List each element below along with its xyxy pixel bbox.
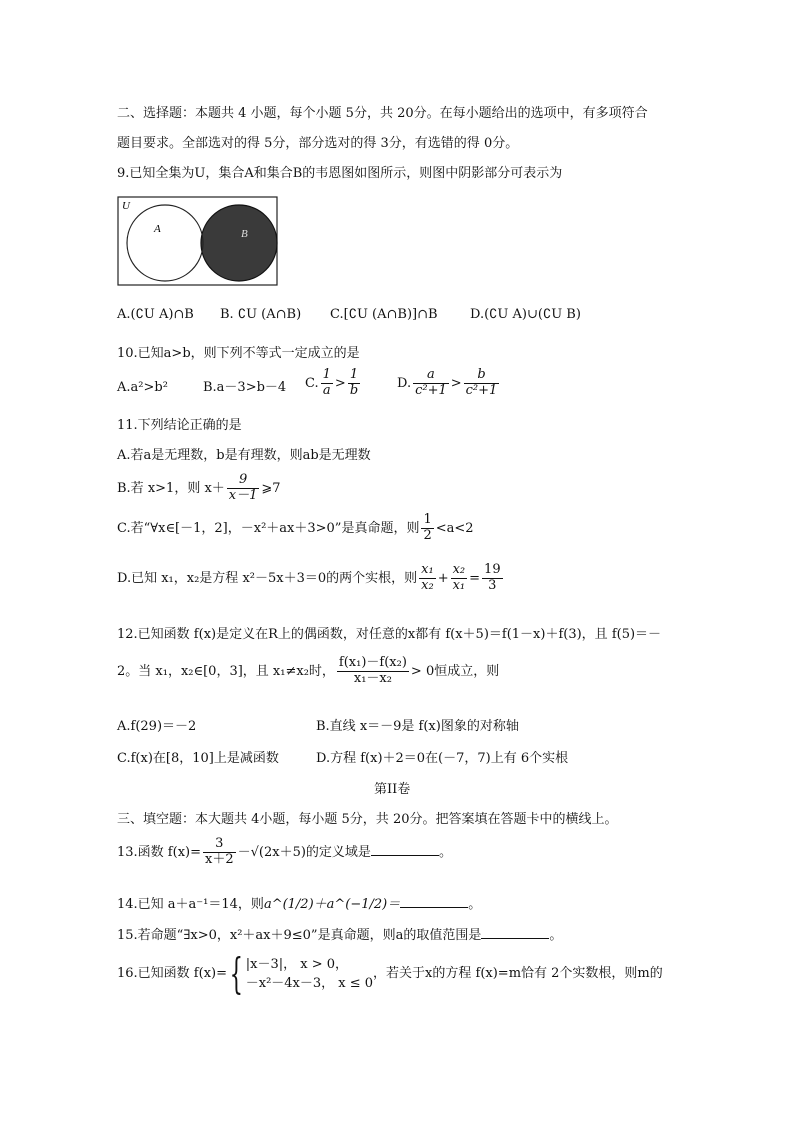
q9-stem: 9.已知全集为U，集合A和集合B的韦恩图如图所示，则图中阴影部分可表示为 bbox=[117, 166, 563, 181]
part2-title: 第II卷 bbox=[374, 782, 411, 797]
q13: 13.函数 f(x)= $\frac{3}{x+2}$ －√(2x＋5)的定义域是 。 bbox=[117, 836, 452, 867]
q15: 15.若命题“∃x>0，x²＋ax＋9≤0”是真命题，则a的取值范围是 。 bbox=[117, 928, 563, 943]
q12-option-b: B.直线 x＝－9是 f(x)图象的对称轴 bbox=[316, 719, 519, 734]
venn-diagram bbox=[117, 196, 278, 286]
q10-option-b: B.a－3>b－4 bbox=[203, 380, 287, 395]
section2-line2: 题目要求。全部选对的得 5分，部分选对的得 3分，有选错的得 0分。 bbox=[117, 136, 519, 151]
q10-stem: 10.已知a>b，则下列不等式一定成立的是 bbox=[117, 346, 360, 361]
q15-answer-blank bbox=[481, 926, 549, 939]
q9-option-d: D.(∁U A)∪(∁U B) bbox=[470, 307, 581, 322]
q14: 14.已知 a＋a⁻¹＝14，则a^(1/2)＋a^(−1/2)＝ 。 bbox=[117, 897, 482, 912]
q12-line1: 12.已知函数 f(x)是定义在R上的偶函数，对任意的x都有 f(x＋5)＝f(1－x)＋f(3)，且 f(5)＝－ bbox=[117, 627, 662, 642]
q14-answer-blank bbox=[400, 895, 468, 908]
q9-option-c: C.[∁U (A∩B)]∩B bbox=[330, 307, 438, 322]
venn-label-u: U bbox=[122, 200, 130, 212]
q12-line2: 2。当 x₁，x₂∈[0，3]，且 x₁≠x₂时， $\frac{\text{f(x₁)－f(x₂)}}{\text{x₁－x₂}}$ > 0恒成立，则 bbox=[117, 655, 500, 686]
q13-answer-blank bbox=[371, 843, 439, 856]
venn-circle-b bbox=[201, 205, 277, 281]
venn-label-a: A bbox=[154, 223, 161, 235]
q11-option-a: A.若a是无理数，b是有理数，则ab是无理数 bbox=[117, 448, 371, 463]
q11-option-d: D.已知 x₁，x₂是方程 x²－5x＋3＝0的两个实根，则 $\frac{\text{x₁}}{\text{x₂}}$ + $\frac{\text{x₂}}{\text{x₁}}$ = $\frac{19}{3}$ bbox=[117, 562, 501, 593]
section3-heading: 三、填空题：本大题共 4小题，每小题 5分，共 20分。把答案填在答题卡中的横线上。 bbox=[117, 812, 618, 827]
q12-option-d: D.方程 f(x)＋2＝0在(－7，7)上有 6个实根 bbox=[316, 751, 569, 766]
q12-option-a: A.f(29)＝－2 bbox=[117, 719, 197, 734]
q9-option-b: B. ∁U (A∩B) bbox=[220, 307, 302, 322]
q9-option-a: A.(∁U A)∩B bbox=[117, 307, 194, 322]
q10-option-d: D. $\frac{a}{\text{c²+1}}$ > $\frac{b}{\text{c²+1}}$ bbox=[397, 367, 498, 398]
q11-option-c: C.若“∀x∈[－1，2]，－x²＋ax＋3>0”是真命题，则 $\frac{1}{2}$ <a<2 bbox=[117, 512, 474, 543]
q10-option-c: C. $\frac{1}{a}$ > $\frac{1}{b}$ bbox=[305, 367, 359, 398]
q10-option-a: A.a²>b² bbox=[117, 380, 168, 395]
q16: 16.已知函数 f(x)={ |x－3|， x > 0， －x²－4x－3， x ≤ 0 ，若关于x的方程 f(x)=m恰有 2个实数根，则m的 bbox=[117, 949, 663, 998]
q11-stem: 11.下列结论正确的是 bbox=[117, 418, 242, 433]
section2-line1: 二、选择题：本题共 4 小题，每个小题 5分，共 20分。在每小题给出的选项中，有多项符合 bbox=[117, 106, 648, 121]
venn-label-b: B bbox=[241, 228, 248, 240]
q11-option-b: B.若 x>1，则 x＋ $\frac{9}{x-1}$ ⩾7 bbox=[117, 472, 281, 503]
q12-option-c: C.f(x)在[8，10]上是减函数 bbox=[117, 751, 279, 766]
